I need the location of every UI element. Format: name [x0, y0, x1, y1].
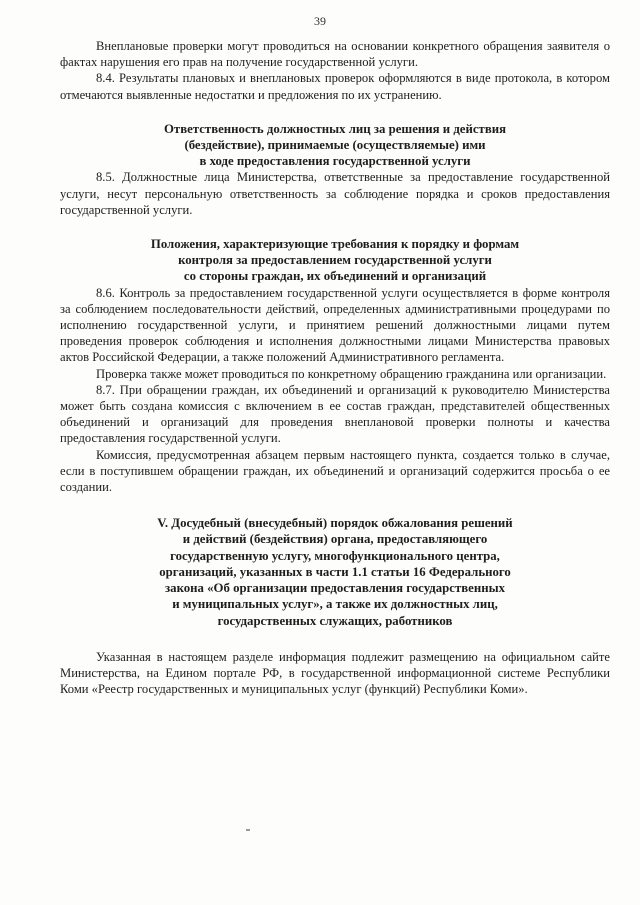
paragraph-8-5: 8.5. Должностные лица Министерства, ответственные за предоставление государственной услуги, несут персональную ответственность за соблюдение порядка и сроков предоставления государственной услуги. [60, 170, 610, 217]
heading-line: (бездействие), принимаемые (осуществляемые) ими [184, 138, 486, 153]
heading-line: государственных служащих, работников [217, 613, 453, 628]
paragraph-8-7: 8.7. При обращении граждан, их объединений и организаций к руководителю Министерства может быть создана комиссия с включением в ее состав граждан, представителей общественных объединений и организаций для проведения внеплановой проверки полноты и качества предоставления государственной услуги. [60, 382, 610, 446]
heading-line: и действий (бездействия) органа, предоставляющего [182, 532, 488, 547]
heading-line: закона «Об организации предоставления государственных [165, 581, 505, 596]
heading-section-v [60, 515, 610, 628]
document-body [60, 38, 610, 697]
paragraph-check-by-request: Проверка также может проводиться по конкретному обращению гражданина или организации. [96, 366, 607, 381]
heading-officials-responsibility [60, 121, 610, 170]
heading-control-requirements [60, 236, 610, 285]
paragraph-unscheduled-checks: Внеплановые проверки могут проводиться на основании конкретного обращения заявителя о фактах нарушения его прав на получение государственной услуги. [60, 39, 610, 70]
heading-line: Положения, характеризующие требования к порядку и формам [150, 237, 520, 252]
paragraph-8-6: 8.6. Контроль за предоставлением государственной услуги осуществляется в форме контроля за соблюдением последовательности действий, определенных административными процедурами по исполнению государственной услуги, и принятием решений должностными лицами путем проведения проверок соблюдения и исполнения должностными лицами Министерства правовых актов Российской Федерации, а также положений Административного регламента. [60, 285, 610, 365]
heading-line: V. Досудебный (внесудебный) порядок обжалования решений [157, 516, 513, 531]
scan-speck [246, 829, 250, 831]
heading-line: контроля за предоставлением государственной услуги [178, 253, 492, 268]
heading-line: организаций, указанных в части 1.1 статьи 16 Федерального [159, 564, 511, 579]
heading-line: Ответственность должностных лиц за решения и действия [163, 121, 507, 136]
page-number: 39 [314, 14, 326, 28]
heading-line: в ходе предоставления государственной услуги [199, 154, 471, 169]
paragraph-info-placement: Указанная в настоящем разделе информация подлежит размещению на официальном сайте Министерства, на Едином портале РФ, в государственной информационной системе Республики Коми «Реестр государственных и муниципальных услуг (функций) Республики Коми». [60, 649, 610, 697]
paragraph-commission: Комиссия, предусмотренная абзацем первым настоящего пункта, создается только в случае, если в поступившем обращении граждан, их объединений и организаций содержится просьба о ее создании. [60, 447, 610, 495]
heading-line: со стороны граждан, их объединений и организаций [183, 269, 487, 284]
paragraph-8-4: 8.4. Результаты плановых и внеплановых проверок оформляются в виде протокола, в котором отмечаются выявленные недостатки и предложения по их устранению. [60, 71, 610, 102]
heading-line: государственную услугу, многофункционального центра, [170, 548, 500, 563]
heading-line: и муниципальных услуг», а также их должностных лиц, [172, 597, 498, 612]
